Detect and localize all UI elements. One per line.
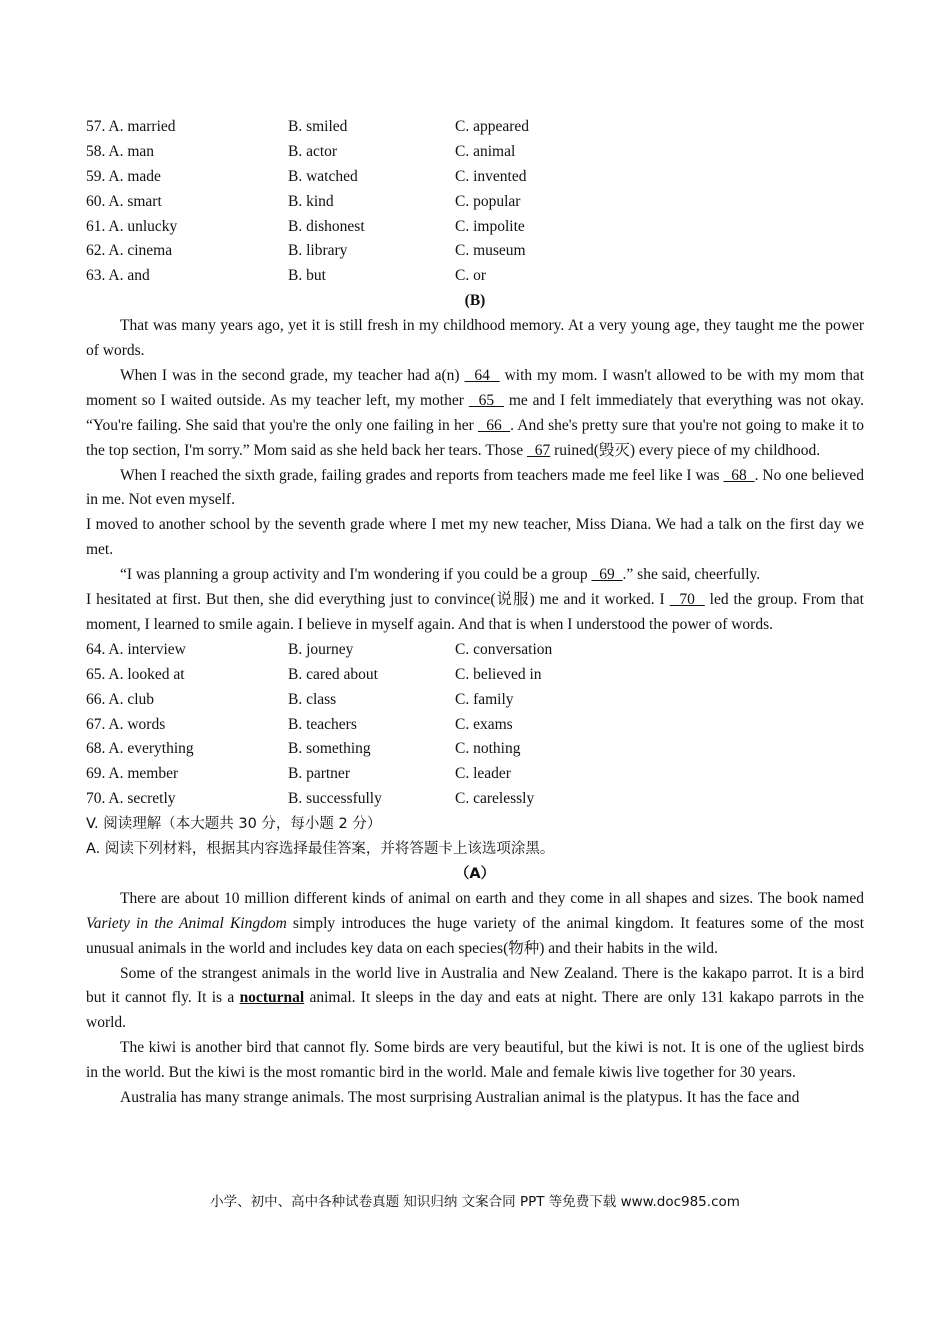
section-v-heading: V. 阅读理解（本大题共 30 分，每小题 2 分）: [86, 816, 382, 833]
passage-a-paragraph-4: Australia has many strange animals. The most surprising Australian animal is the platypus. It has the face and: [120, 1089, 800, 1107]
blank-68: 68: [723, 466, 755, 484]
passage-b-paragraph-5: “I was planning a group activity and I'm wondering if you could be a group 69 .” she said, cheerfully.: [120, 566, 761, 584]
passage-b-paragraph-4: I moved to another school by the seventh grade where I met my new teacher, Miss Diana. We had a talk on the first day we met.: [86, 516, 864, 559]
exam-page: [86, 115, 864, 1111]
blank-65: 65: [468, 391, 504, 409]
options-top: [86, 115, 864, 289]
passage-b-paragraph-3: When I reached the sixth grade, failing grades and reports from teachers made me feel like I was 68 . No one believed in me. Not even myself.: [86, 466, 865, 509]
passage-b-paragraph-2: When I was in the second grade, my teacher had a(n) 64 with my mom. I wasn't allowed to be with my mom that moment so I waited outside. As my teacher left, my mother 65 me and I felt immediately that everything was not okay. “You're failing. She said that you're the only one failing in her 66 . And she's pretty sure that you're not going to make it to the top section, I'm sorry.” Mom said as she held back her tears. Those 67 ruined(毁灭) every piece of my childhood.: [86, 366, 865, 459]
passage-b-paragraph-1: That was many years ago, yet it is still fresh in my childhood memory. At a very young age, they taught me the power of words.: [86, 317, 864, 360]
option-row-58: 58. A. man B. actor C. animal: [86, 142, 516, 160]
nocturnal-keyword: nocturnal: [239, 989, 305, 1007]
option-row-68: 68. A. everything B. something C. nothing: [86, 740, 521, 758]
blank-66: 66: [477, 416, 511, 434]
blank-67: 67: [527, 441, 551, 459]
passage-a: [86, 887, 864, 1111]
option-row-69: 69. A. member B. partner C. leader: [86, 765, 511, 783]
passage-b: [86, 314, 864, 638]
option-row-63: 63. A. and B. but C. or: [86, 267, 486, 285]
option-row-57: 57. A. married B. smiled C. appeared: [86, 118, 530, 135]
passage-b-paragraph-6: I hesitated at first. But then, she did everything just to convince(说服) me and it worked. I 70 led the group. From that moment, I learned to smile again. I believe in myself again. And that is when I understood the power of words.: [86, 591, 864, 633]
passage-a-paragraph-1: There are about 10 million different kinds of animal on earth and they come in all shapes and sizes. The book named Variety in the Animal Kingdom simply introduces the huge variety of the animal kingdom. It features some of the most unusual animals in the world and includes key data on each species(物种) and their habits in the wild.: [86, 889, 865, 957]
options-bottom: [86, 638, 864, 812]
option-row-60: 60. A. smart B. kind C. popular: [86, 192, 521, 210]
option-row-65: 65. A. looked at B. cared about C. believed in: [86, 665, 542, 683]
blank-64: 64: [464, 366, 500, 384]
blank-70: 70: [669, 591, 705, 609]
option-row-70: 70. A. secretly B. successfully C. carelessly: [86, 790, 535, 808]
blank-69: 69: [591, 566, 623, 584]
book-title: Variety in the Animal Kingdom: [86, 914, 287, 932]
option-row-67: 67. A. words B. teachers C. exams: [86, 715, 513, 733]
passage-a-paragraph-2: Some of the strangest animals in the world live in Australia and New Zealand. There is the kakapo parrot. It is a bird but it cannot fly. It is a nocturnal animal. It sleeps in the day and eats at night. There are only 131 kakapo parrots in the world.: [86, 964, 864, 1032]
passage-a-paragraph-3: The kiwi is another bird that cannot fly. Some birds are very beautiful, but the kiwi is not. It is one of the ugliest birds in the world. But the kiwi is the most romantic bird in the world. Male and female kiwis live together for 30 years.: [86, 1039, 864, 1082]
section-b-title: (B): [464, 292, 486, 310]
page-footer: 小学、初中、高中各种试卷真题 知识归纳 文案合同 PPT 等免费下载 www.doc985.com: [210, 1194, 740, 1210]
option-row-61: 61. A. unlucky B. dishonest C. impolite: [86, 217, 525, 235]
option-row-64: 64. A. interview B. journey C. conversation: [86, 640, 553, 658]
option-row-59: 59. A. made B. watched C. invented: [86, 167, 527, 185]
section-v-instruction: A. 阅读下列材料，根据其内容选择最佳答案，并将答题卡上该选项涂黑。: [86, 841, 555, 858]
option-row-66: 66. A. club B. class C. family: [86, 690, 514, 708]
section-a-title: （A）: [454, 865, 496, 882]
option-row-62: 62. A. cinema B. library C. museum: [86, 242, 526, 260]
